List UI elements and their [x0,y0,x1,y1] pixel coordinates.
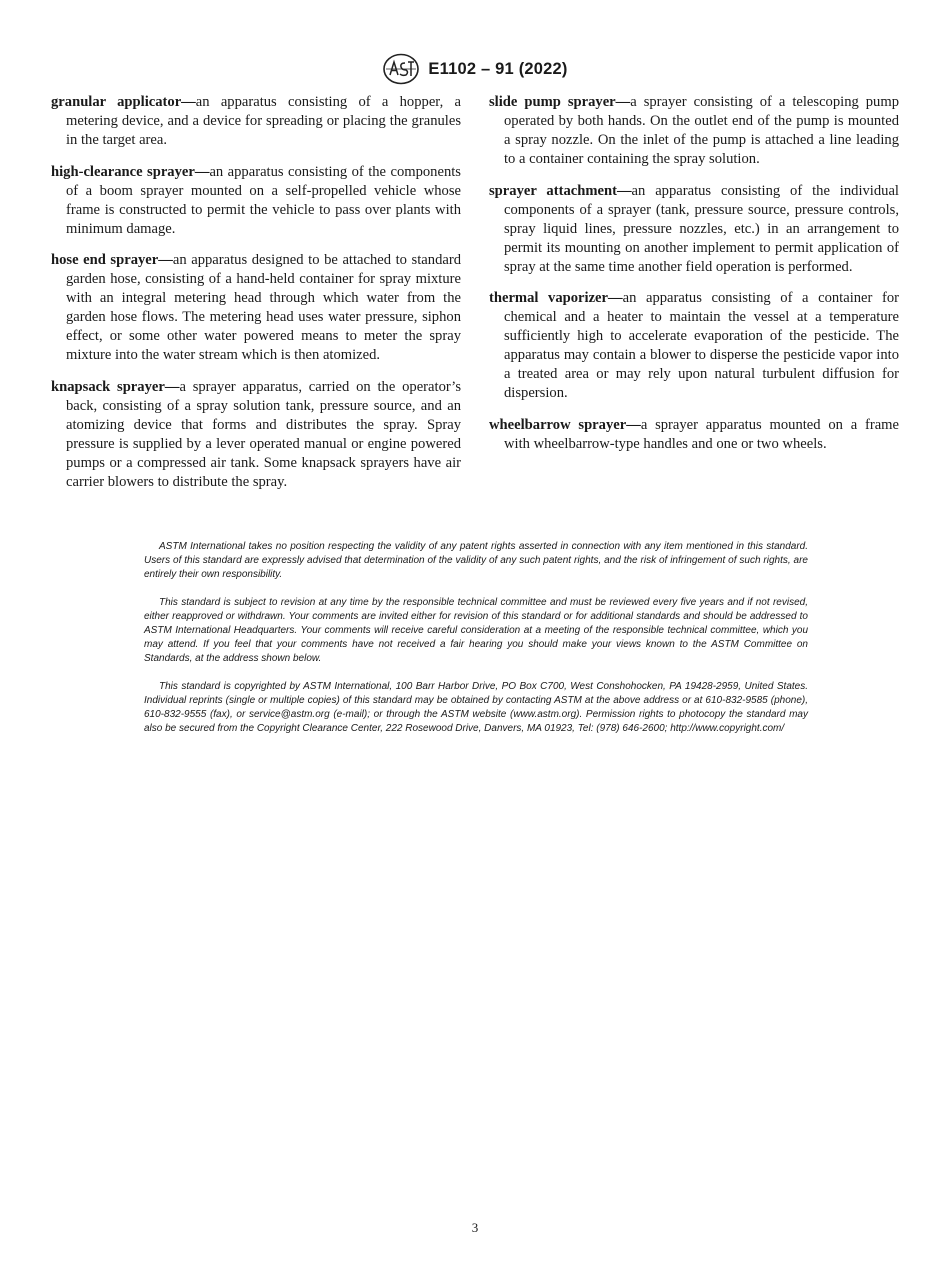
definition-text: a sprayer consisting of a telescoping pump operated by both hands. On the outlet end of the pump is mounted a spray nozzle. On the inlet of the pump is attached a line leading to a container containing the spray solution. [504,94,900,167]
legal-notices [144,540,808,750]
copyright-notice: This standard is copyrighted by ASTM International, 100 Barr Harbor Drive, PO Box C700, West Conshohocken, PA 19428-2959, United States. Individual reprints (single or multiple copies) of this standard may be obtained by contacting ASTM at the above address or at 610-832-9585 (phone), 610-832-9555 (fax), or service@astm.org (e-mail); or through the ASTM website (www.astm.org). Permission rights to photocopy the standard may also be secured from the Copyright Clearance Center, 222 Rosewood Drive, Danvers, MA 01923, Tel: (978) 646-2600; http://www.copyright.com/ [144,681,808,734]
definition-text: an apparatus consisting of a hopper, a metering device, and a device for spreading or placing the granules in the target area. [66,94,461,148]
revision-notice: This standard is subject to revision at any time by the responsible technical committee and must be reviewed every five years and if not revised, either reapproved or withdrawn. Your comments are invited either for revision of this standard or for additional standards and should be addressed to ASTM International Headquarters. Your comments will receive careful consideration at a meeting of the responsible technical committee, which you may attend. If you feel that your comments have not received a fair hearing you should make your views known to the ASTM Committee on Standards, at the address shown below. [144,597,808,664]
definition-term: sprayer attachment— [489,182,632,199]
definition-slide-pump-sprayer [489,93,899,169]
definition-term: wheelbarrow sprayer— [489,416,641,433]
definition-text: a sprayer apparatus, carried on the operator’s back, consisting of a spray solution tank, pressure source, and an atomizing device that forms and distributes the spray. Spray pressure is supplied by a lever operated manual or engine powered pumps or a compressed air tank. Some knapsack sprayers have air carrier blowers to distribute the spray. [66,378,462,490]
definition-wheelbarrow-sprayer [489,416,899,454]
definition-term: slide pump sprayer— [489,94,631,110]
definition-term: hose end sprayer— [51,252,173,268]
document-designation: E1102 – 91 (2022) [428,59,568,78]
astm-logo-icon [382,53,420,85]
definition-granular-applicator [51,93,461,150]
page-header [0,52,950,86]
definition-high-clearance-sprayer [51,163,461,239]
definition-text: a sprayer apparatus mounted on a frame with wheelbarrow-type handles and one or two wheels. [504,416,900,452]
definition-term: thermal vaporizer— [489,290,623,306]
left-column [51,93,461,504]
definition-term: knapsack sprayer— [51,378,180,395]
definition-text: an apparatus consisting of the individual components of a sprayer (tank, pressure source, pressure controls, spray liquid lines, pressure nozzles, etc.) in an arrangement to permit its mounting on another implement to permit application of spray at the same time another field operation is performed. [504,182,899,275]
definition-text: an apparatus consisting of the components of a boom sprayer mounted on a self-propelled vehicle whose frame is constructed to permit the vehicle to pass over plants with minimum damage. [66,163,461,237]
definition-knapsack-sprayer [51,378,461,492]
definition-sprayer-attachment [489,182,899,277]
page-number: 3 [471,1220,479,1235]
patent-notice: ASTM International takes no position respecting the validity of any patent rights asserted in connection with any item mentioned in this standard. Users of this standard are expressly advised that determination of the validity of any such patent rights, and the risk of infringement of such rights, are entirely their own responsibility. [144,541,808,580]
definition-hose-end-sprayer [51,251,461,365]
definition-term: granular applicator— [51,94,196,110]
definition-thermal-vaporizer [489,289,899,403]
definition-text: an apparatus consisting of a container for chemical and a heater to maintain the vessel at a temperature sufficiently high to accelerate evaporation of the pesticide. The apparatus may contain a blower to disperse the pesticide vapor into a treated area or may rely upon natural turbulent diffusion for dispersion. [504,290,899,401]
definition-term: high-clearance sprayer— [51,163,210,180]
definition-text: an apparatus designed to be attached to standard garden hose, consisting of a hand-held container for spray mixture with an integral metering head through which water from the garden hose flows. The metering head uses water pressure, siphon effect, or some other water powered means to meter the spray mixture into the water stream which is then atomized. [66,252,461,363]
right-column [489,93,899,466]
